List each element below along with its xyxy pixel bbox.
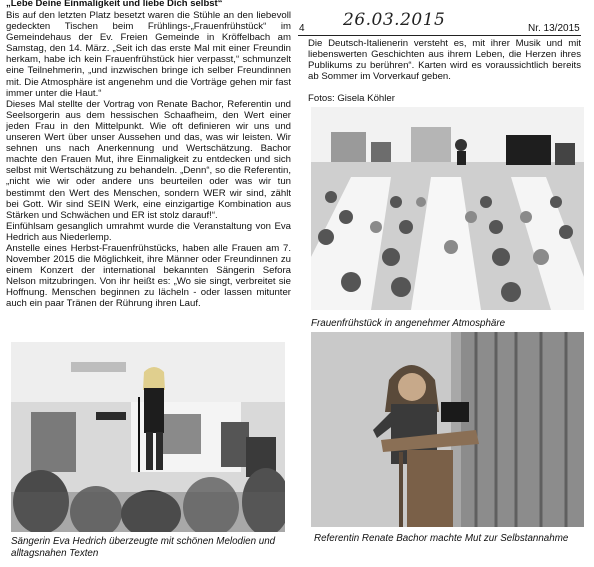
right-column-text xyxy=(308,38,581,82)
left-column-text xyxy=(6,10,291,338)
photo-speaker xyxy=(311,332,584,527)
caption-singer: Sängerin Eva Hedrich überzeugte mit schönen Melodien und alltagsnahen Texten xyxy=(11,536,276,559)
header-rule xyxy=(298,35,581,36)
date-stamp: 26.03.2015 xyxy=(343,10,446,30)
paragraph-music: Einfühlsam gesanglich umrahmt wurde die Veranstaltung von Eva Hedrich aus Niederlemp. xyxy=(6,220,291,243)
caption-audience: Frauenfrühstück in angenehmer Atmosphäre xyxy=(311,318,506,329)
article-heading: „Lebe Deine Einmaligkeit und liebe Dich selbst“ xyxy=(6,0,223,9)
issue-number: Nr. 13/2015 xyxy=(528,23,580,34)
paragraph-continued: Die Deutsch-Italienerin versteht es, mit ihrer Musik und mit liebenswerten Geschichten aus ihrem Leben, die Herzen ihres Publikums zu berühren“. Karten wird es voraussichtlich bereits ab Sommer im Vorverkauf geben. xyxy=(308,38,581,83)
photo-credit: Fotos: Gisela Köhler xyxy=(308,93,395,104)
paragraph-concert: Anstelle eines Herbst-Frauenfrühstücks, haben alle Frauen am 7. November 2015 die Möglichkeit, ihre Männer oder Freundinnen zu einem Konzert der international bekannten Sängerin Sefora Nelson mitzubringen. Von ihr heißt es: „Wo sie singt, verbreitet sie Hoffnung. Menschen beginnen zu lächeln - oder lassen mitunter auch ein paar Tränen der Rührung ihren Lauf. xyxy=(6,242,291,310)
paragraph-talk: Dieses Mal stellte der Vortrag von Renate Bachor, Referentin und Seelsorgerin aus dem hessischen Schaafheim, den Wert einer jeden Frau in den Mittelpunkt. Wie oft definieren wir uns und unseren Wert über unser Aussehen und das, was wir leisten. Wir sehnen uns nach Anerkennung und Wertschätzung. Bachor machte den Frauen Mut, ihre Einmaligkeit zu entdecken und sich selbst mit Wertschätzung zu behandeln. „Denn“, so die Referentin, „nicht wie wir oder andere uns beurteilen oder was wir tun bestimmt den Wert des Menschen, sondern WER wir sind, zählt bei Gott. Wir sind SEIN Werk, eine einzigartige Kombination aus Stärken und Schwächen und ER ist stolz darauf!“. xyxy=(6,98,291,221)
paragraph-intro: Bis auf den letzten Platz besetzt waren die Stühle an den liebevoll gedeckten Tischen beim Frühlings-„Frauenfrühstück“ im Gemeindehaus der Ev. Freien Gemeinde in Kröffelbach am Samstag, den 14. März. „Seit ich das erste Mal mit einer Freundin herkam, habe ich kein Frauenfrühstück hier verpasst,“ schmunzelt eine Teilnehmerin, „und inzwischen bringe ich selber Freundinnen mit. Die Atmosphäre ist angenehm und die Vorträge gehen mir fast immer unter die Haut.“ xyxy=(6,10,291,99)
page-number: 4 xyxy=(299,23,305,34)
photo-singer xyxy=(11,342,285,532)
caption-speaker: Referentin Renate Bachor machte Mut zur Selbstannahme xyxy=(314,533,569,544)
photo-audience xyxy=(311,107,584,310)
